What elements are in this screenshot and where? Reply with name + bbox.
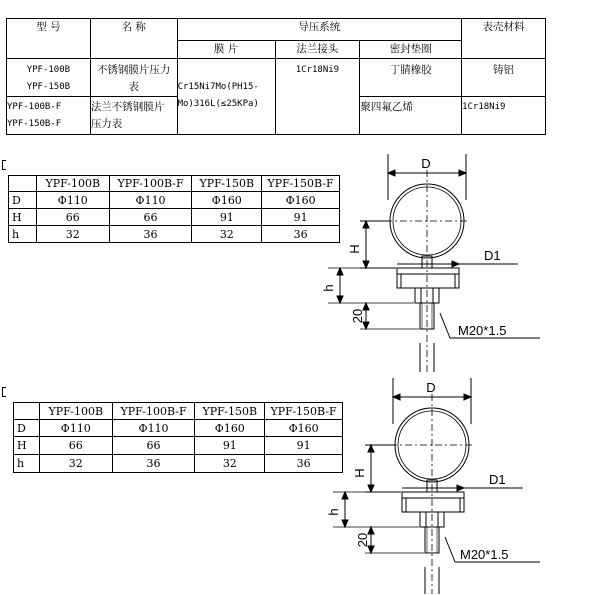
- dim2-header-col2: YPF-100B-F: [112, 403, 195, 420]
- row2-model-b: YPF-150B-F: [7, 119, 62, 129]
- dim2-cell: 32: [39, 455, 112, 473]
- diaphragm-cell: [177, 59, 275, 135]
- dim2-cell: 32: [195, 455, 265, 473]
- dim2-header-col1: YPF-100B: [39, 403, 112, 420]
- row1-gasket: 丁腈橡胶: [360, 59, 462, 97]
- dim1-cell: 91: [262, 209, 340, 226]
- arrowhead: [393, 394, 400, 400]
- dim2-cell: Φ110: [39, 420, 112, 437]
- dim2-row-label: h: [14, 455, 40, 473]
- arrowhead: [363, 261, 369, 268]
- dim2-header-blank: [14, 403, 40, 420]
- dim1-row-label: D: [9, 192, 37, 209]
- twenty-label: 20: [350, 308, 365, 324]
- diaphragm-line2: Mo)316L(≤25KPa): [177, 99, 259, 109]
- row2-case: 1Cr18Ni9: [462, 97, 546, 135]
- row1-model: [7, 59, 91, 97]
- h-small-label: h: [321, 284, 336, 292]
- arrowhead: [459, 170, 466, 176]
- h-big-label: H: [352, 468, 367, 478]
- dim2-cell: Φ160: [195, 420, 265, 437]
- d-label: D: [421, 156, 431, 171]
- arrowhead: [464, 394, 471, 400]
- dim1-cell: 36: [109, 226, 192, 243]
- dim1-cell: 66: [109, 209, 192, 226]
- dim1-cell: Φ110: [109, 192, 192, 209]
- dim2-cell: 91: [195, 437, 265, 455]
- dim1-cell: Φ110: [36, 192, 109, 209]
- dim1-cell: 91: [192, 209, 262, 226]
- gauge-drawing-2: [305, 372, 615, 595]
- dim1-cell: Φ160: [192, 192, 262, 209]
- row2-model: [7, 97, 91, 135]
- row1-name: [90, 59, 177, 97]
- header-diaphragm: 膜 片: [177, 41, 275, 59]
- dim2-cell: 66: [39, 437, 112, 455]
- header-flange-joint: 法兰接头: [275, 41, 360, 59]
- dim1-cell: 32: [192, 226, 262, 243]
- thread-leader: [440, 313, 450, 338]
- dim2-cell: 36: [112, 455, 195, 473]
- dim1-cell: 36: [262, 226, 340, 243]
- arrowhead: [368, 445, 374, 452]
- row1-model-a: YPF-100B: [26, 65, 71, 75]
- thread-leader: [445, 537, 455, 562]
- flange-top: [402, 492, 464, 498]
- dim1-header-col4: YPF-150B-F: [262, 176, 340, 192]
- margin-mark: [2, 160, 6, 170]
- diaphragm-line1: Cr15Ni7Mo(PH15-: [177, 82, 259, 92]
- dim1-cell: Φ160: [262, 192, 340, 209]
- gauge-drawing-1: [300, 148, 615, 373]
- dim2-cell: 91: [265, 437, 343, 455]
- dim1-cell: 32: [36, 226, 109, 243]
- flange-body: [397, 274, 459, 288]
- row1-model-b: YPF-150B: [26, 82, 71, 92]
- d-label: D: [426, 380, 436, 395]
- arrowhead: [452, 261, 459, 267]
- dim2-cell: Φ110: [112, 420, 195, 437]
- dim2-header-col4: YPF-150B-F: [265, 403, 343, 420]
- row2-name: [90, 97, 177, 135]
- dim1-cell: 66: [36, 209, 109, 226]
- header-case-material: 表壳材料: [462, 19, 546, 59]
- dim2-row-label: H: [14, 437, 40, 455]
- arrowhead: [457, 485, 464, 491]
- dim1-row-label: h: [9, 226, 37, 243]
- dim2-header-col3: YPF-150B: [195, 403, 265, 420]
- flange-top: [397, 268, 459, 274]
- h-big-label: H: [347, 244, 362, 254]
- row2-name-line1: 法兰不锈钢膜片: [90, 101, 165, 113]
- dim1-header-col3: YPF-150B: [192, 176, 262, 192]
- dim1-header-blank: [9, 176, 37, 192]
- row1-case: 铸铝: [462, 59, 546, 97]
- h-small-label: h: [326, 508, 341, 516]
- dim2-cell: 66: [112, 437, 195, 455]
- dim2-cell: Φ160: [265, 420, 343, 437]
- thread-label: M20*1.5: [460, 547, 509, 562]
- flange-body: [402, 498, 464, 512]
- row2-name-line2: 压力表: [90, 118, 123, 130]
- dim1-row-label: H: [9, 209, 37, 226]
- dim2-cell: 36: [265, 455, 343, 473]
- header-model: 型 号: [7, 19, 91, 59]
- arrowhead: [337, 268, 343, 275]
- flange-cell: 1Cr18Ni9: [275, 59, 360, 135]
- arrowhead: [388, 170, 395, 176]
- row1-name-line1: 不锈钢膜片压力: [96, 64, 171, 76]
- dim1-header-col1: YPF-100B: [36, 176, 109, 192]
- header-seal-gasket: 密封垫圈: [360, 41, 462, 59]
- row2-gasket: 聚四氟乙烯: [360, 97, 462, 135]
- header-name: 名 称: [90, 19, 177, 59]
- margin-mark: [2, 387, 6, 397]
- dim2-row-label: D: [14, 420, 40, 437]
- d1-label: D1: [489, 472, 506, 487]
- dimension-table-2: [13, 402, 343, 473]
- arrowhead: [342, 520, 348, 527]
- arrowhead: [337, 296, 343, 303]
- dimension-table-1: [8, 175, 340, 243]
- twenty-label: 20: [355, 532, 370, 548]
- dim1-header-col2: YPF-100B-F: [109, 176, 192, 192]
- row1-name-line2: 表: [128, 81, 139, 93]
- spec-table: [6, 18, 546, 135]
- d1-label: D1: [484, 248, 501, 263]
- thread-label: M20*1.5: [458, 323, 507, 338]
- header-pressure-system: 导压系统: [177, 19, 462, 41]
- arrowhead: [363, 221, 369, 228]
- arrowhead: [342, 492, 348, 499]
- row2-model-a: YPF-100B-F: [7, 102, 62, 112]
- arrowhead: [368, 485, 374, 492]
